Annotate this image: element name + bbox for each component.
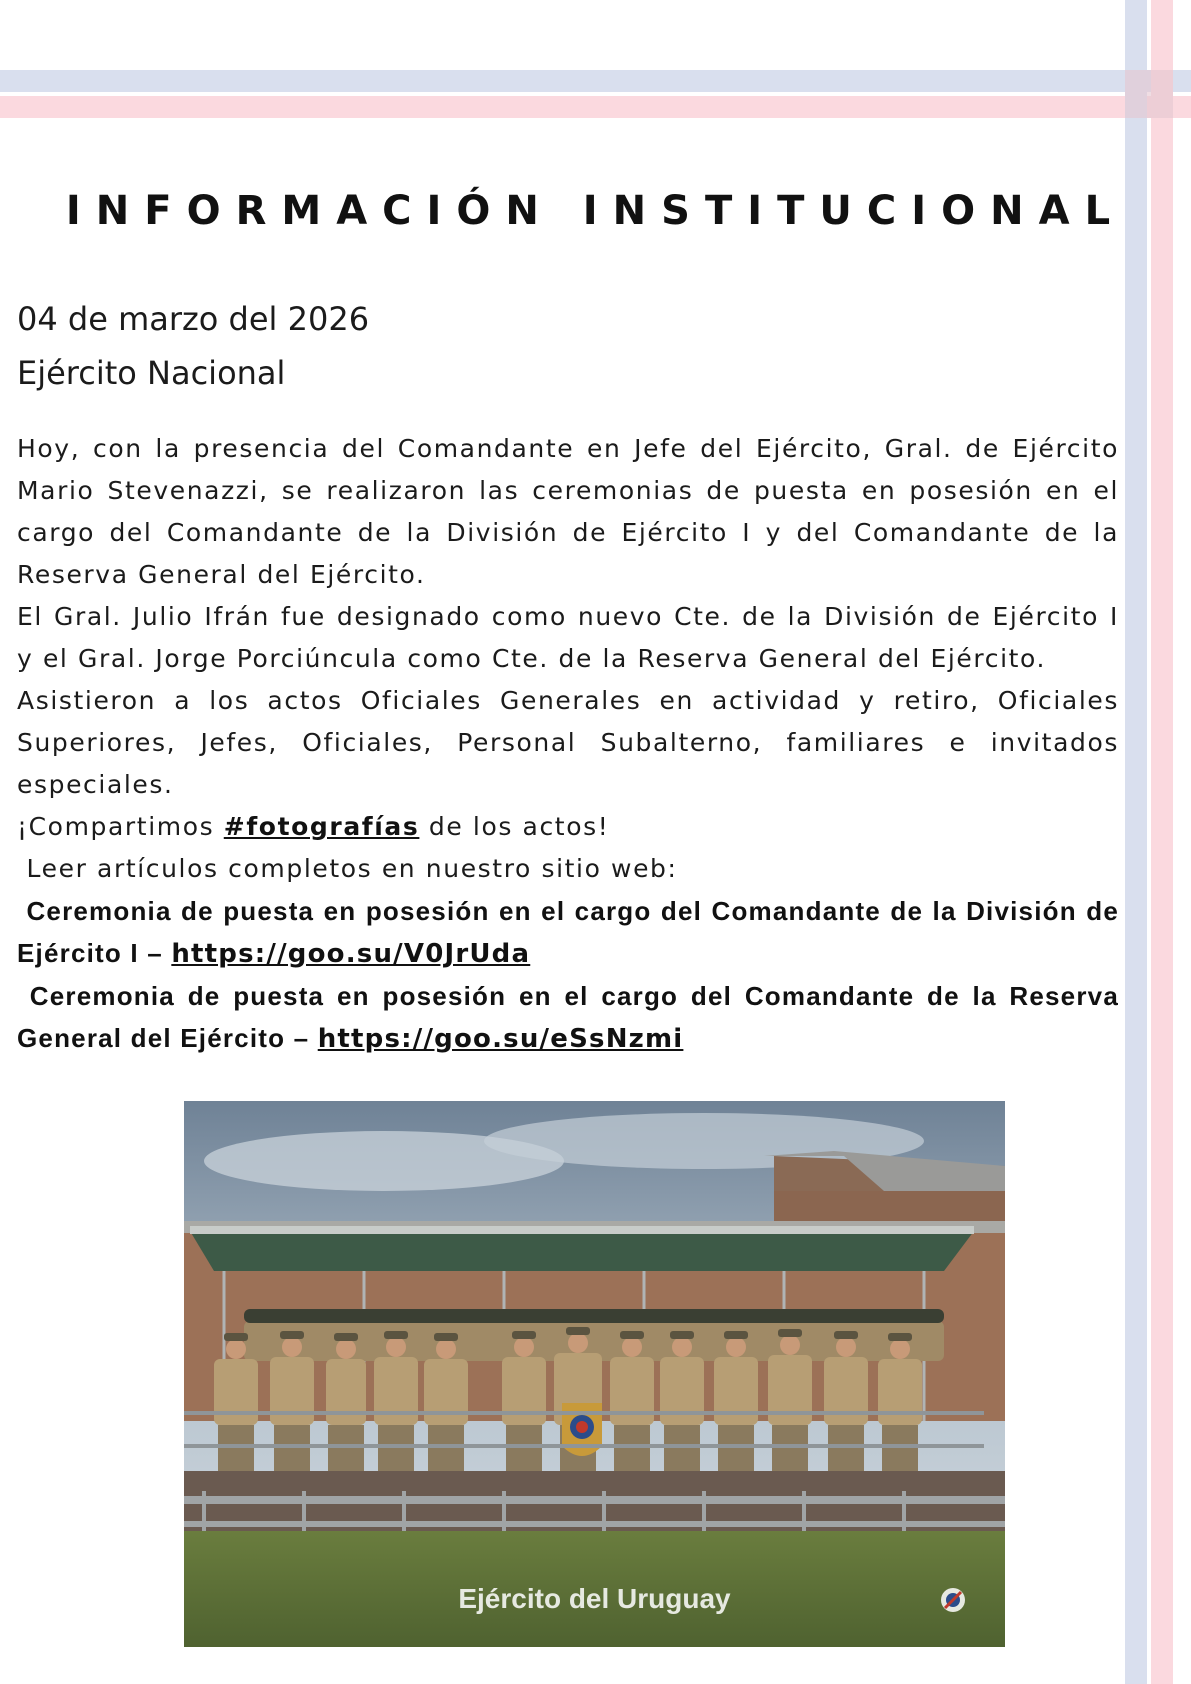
side-stripe-blue [1125, 0, 1147, 1684]
publication-source: Ejército Nacional [17, 354, 286, 392]
photo-watermark: Ejército del Uruguay [458, 1583, 731, 1614]
share-suffix: de los actos! [419, 812, 610, 841]
publication-date: 04 de marzo del 2026 [17, 300, 370, 338]
article-link-1-label: Ceremonia de puesta en posesión en el cargo del Comandante de la División de Ejército I – [17, 896, 1128, 968]
army-emblem-icon [939, 1586, 967, 1614]
article-link-2-url[interactable]: https://goo.su/eSsNzmi [317, 1024, 684, 1054]
top-stripe-blue [0, 70, 1191, 92]
side-stripe-pink [1151, 0, 1173, 1684]
hashtag-link[interactable]: #fotografías [223, 812, 420, 841]
page-title: INFORMACIÓN INSTITUCIONAL [65, 188, 1126, 234]
ceremony-photo-illustration [184, 1101, 1005, 1647]
article-paragraph-3: Asistieron a los actos Oficiales Generales en actividad y retiro, Oficiales Superiores, Jefes, Oficiales, Personal Subalterno, familiares e invitados especiales. [17, 686, 1119, 799]
share-prefix: ¡Compartimos [17, 812, 224, 841]
top-stripe-pink [0, 96, 1191, 118]
article-link-2 [17, 975, 1128, 1060]
article-body [17, 428, 1128, 1060]
read-more-line: Leer artículos completos en nuestro sitio web: [17, 854, 678, 883]
article-link-2-label: Ceremonia de puesta en posesión en el cargo del Comandante de la Reserva General del Ejército – [17, 981, 1128, 1053]
article-paragraph-2: El Gral. Julio Ifrán fue designado como nuevo Cte. de la División de Ejército I y el Gral. Jorge Porciúncula como Cte. de la Reserva General del Ejército. [17, 602, 1119, 673]
article-link-1 [17, 890, 1128, 975]
article-paragraph-1: Hoy, con la presencia del Comandante en Jefe del Ejército, Gral. de Ejército Mario Stevenazzi, se realizaron las ceremonias de puesta en posesión en el cargo del Comandante de la División de Ejército I y del Comandante de la Reserva General del Ejército. [17, 434, 1119, 589]
stripe-intersection [1125, 70, 1173, 118]
ceremony-photo [184, 1101, 1005, 1647]
article-link-1-url[interactable]: https://goo.su/V0JrUda [171, 939, 531, 969]
share-line [17, 806, 1119, 848]
